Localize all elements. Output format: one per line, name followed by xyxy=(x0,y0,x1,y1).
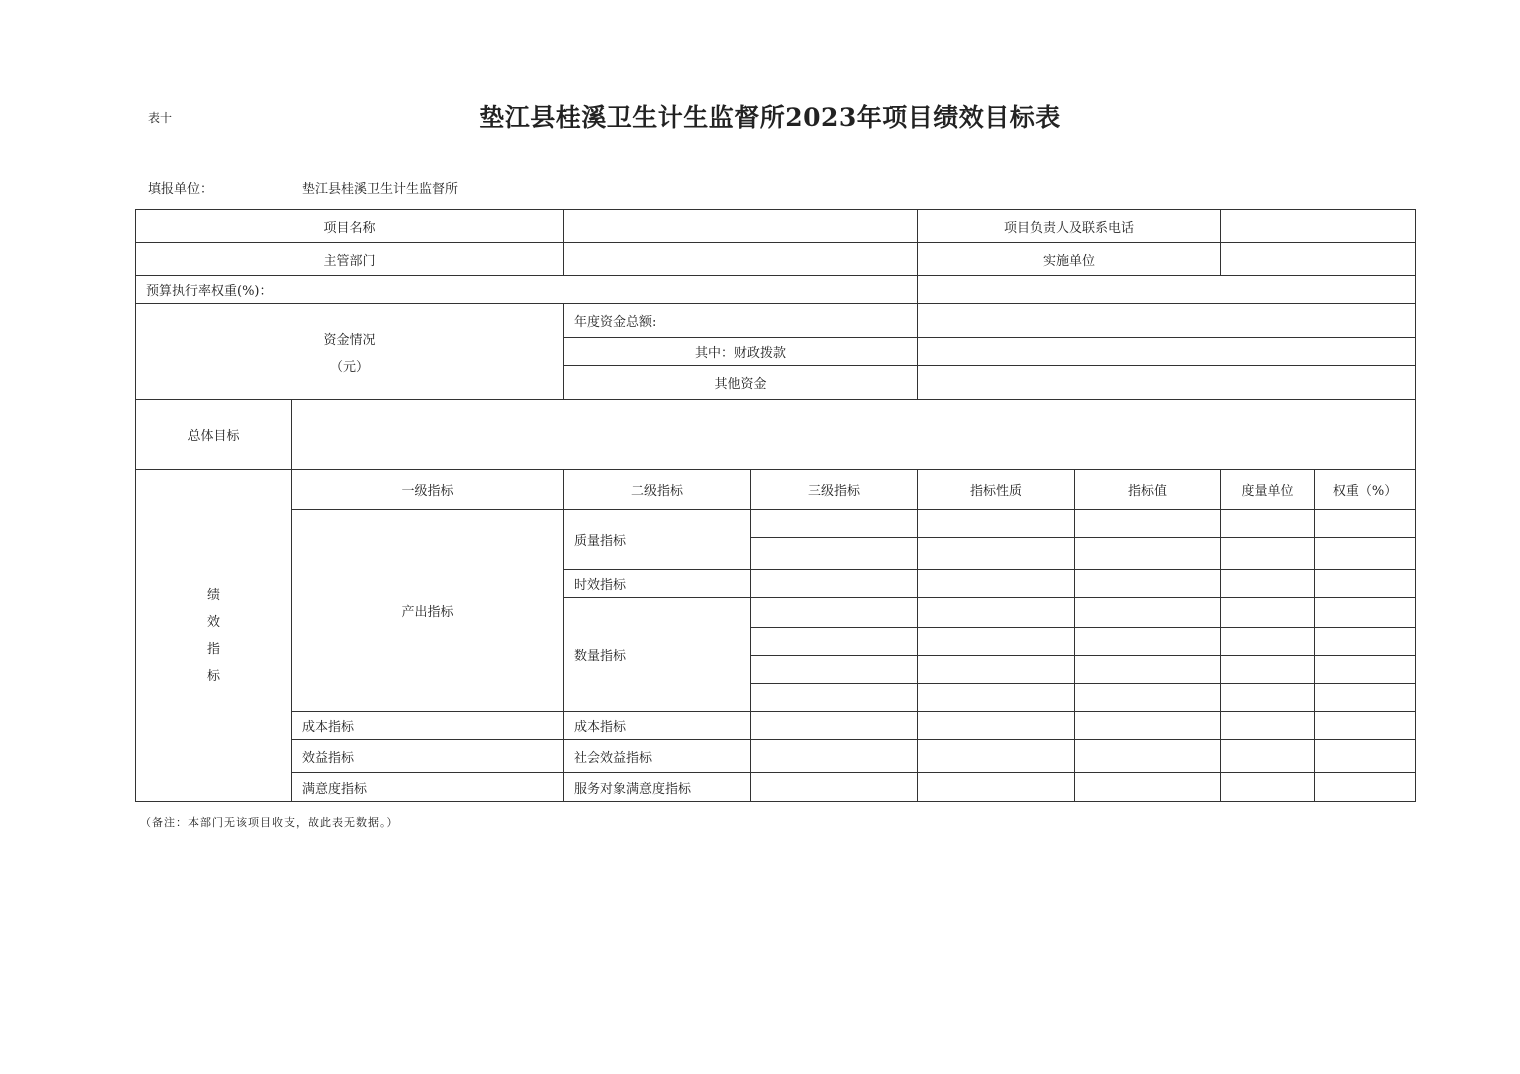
empty-cell xyxy=(1075,628,1221,656)
fill-unit-value: 垫江县桂溪卫生计生监督所 xyxy=(302,182,459,197)
table-row xyxy=(136,773,1416,802)
empty-cell xyxy=(1221,598,1315,628)
timeliness-indicator: 时效指标 xyxy=(564,570,751,598)
table-row xyxy=(136,243,1416,276)
empty-cell xyxy=(1221,538,1315,570)
empty-cell xyxy=(1221,656,1315,684)
funds-label xyxy=(136,304,564,400)
empty-cell xyxy=(918,712,1075,740)
empty-cell xyxy=(751,538,918,570)
empty-cell xyxy=(751,684,918,712)
page-title: 垫江县桂溪卫生计生监督所2023年项目绩效目标表 xyxy=(479,103,1061,132)
empty-cell xyxy=(1315,538,1416,570)
empty-cell xyxy=(1075,598,1221,628)
table-row xyxy=(136,712,1416,740)
form-number-label: 表十 xyxy=(148,111,173,125)
empty-cell xyxy=(751,773,918,802)
perf-char: 标 xyxy=(206,668,220,684)
budget-weight-label: 预算执行率权重(%)： xyxy=(136,276,918,304)
empty-cell xyxy=(918,740,1075,773)
empty-cell xyxy=(751,598,918,628)
empty-cell xyxy=(1221,712,1315,740)
empty-cell xyxy=(1315,598,1416,628)
funds-label-line2: （元） xyxy=(330,359,370,375)
fiscal-label: 其中：财政拨款 xyxy=(564,338,918,366)
fill-unit-label: 填报单位： xyxy=(148,182,214,197)
cost-indicator-l2: 成本指标 xyxy=(564,712,751,740)
empty-cell xyxy=(1315,712,1416,740)
satisfaction-indicator-l1: 满意度指标 xyxy=(292,773,564,802)
supervisor-dept-value xyxy=(564,243,918,276)
table-row xyxy=(136,400,1416,470)
empty-cell xyxy=(918,628,1075,656)
benefit-indicator-l1: 效益指标 xyxy=(292,740,564,773)
quality-indicator: 质量指标 xyxy=(564,510,751,570)
empty-cell xyxy=(1221,570,1315,598)
empty-cell xyxy=(1221,628,1315,656)
empty-cell xyxy=(918,656,1075,684)
empty-cell xyxy=(1075,538,1221,570)
annual-total-value xyxy=(918,304,1416,338)
other-funds-label: 其他资金 xyxy=(564,366,918,400)
table-row xyxy=(136,304,1416,338)
empty-cell xyxy=(751,510,918,538)
table-row xyxy=(136,276,1416,304)
table-row xyxy=(136,210,1416,243)
header-weight: 权重（%） xyxy=(1315,470,1416,510)
table-header-row xyxy=(136,470,1416,510)
project-lead-phone-value xyxy=(1221,210,1416,243)
overall-goal-value xyxy=(292,400,1416,470)
empty-cell xyxy=(1075,712,1221,740)
header-unit: 度量单位 xyxy=(1221,470,1315,510)
empty-cell xyxy=(1075,684,1221,712)
project-lead-phone-label: 项目负责人及联系电话 xyxy=(918,210,1221,243)
funds-label-line1: 资金情况 xyxy=(323,332,376,348)
empty-cell xyxy=(1075,570,1221,598)
benefit-indicator-l2: 社会效益指标 xyxy=(564,740,751,773)
header-level3: 三级指标 xyxy=(751,470,918,510)
empty-cell xyxy=(1315,656,1416,684)
empty-cell xyxy=(1075,510,1221,538)
empty-cell xyxy=(751,656,918,684)
empty-cell xyxy=(751,570,918,598)
empty-cell xyxy=(918,538,1075,570)
performance-target-table xyxy=(135,209,1416,802)
impl-unit-value xyxy=(1221,243,1416,276)
empty-cell xyxy=(1075,740,1221,773)
fiscal-value xyxy=(918,338,1416,366)
empty-cell xyxy=(1221,510,1315,538)
satisfaction-indicator-l2: 服务对象满意度指标 xyxy=(564,773,751,802)
empty-cell xyxy=(918,773,1075,802)
empty-cell xyxy=(918,570,1075,598)
empty-cell xyxy=(1315,740,1416,773)
project-name-value xyxy=(564,210,918,243)
empty-cell xyxy=(1315,510,1416,538)
empty-cell xyxy=(1221,684,1315,712)
empty-cell xyxy=(751,740,918,773)
empty-cell xyxy=(1075,773,1221,802)
empty-cell xyxy=(751,712,918,740)
supervisor-dept-label: 主管部门 xyxy=(136,243,564,276)
empty-cell xyxy=(1315,684,1416,712)
empty-cell xyxy=(1075,656,1221,684)
empty-cell xyxy=(918,510,1075,538)
impl-unit-label: 实施单位 xyxy=(918,243,1221,276)
output-indicator: 产出指标 xyxy=(292,510,564,712)
header-value: 指标值 xyxy=(1075,470,1221,510)
quantity-indicator: 数量指标 xyxy=(564,598,751,712)
perf-char: 效 xyxy=(206,614,220,630)
performance-indicator-label xyxy=(136,470,292,802)
annual-total-label: 年度资金总额: xyxy=(564,304,918,338)
empty-cell xyxy=(918,598,1075,628)
empty-cell xyxy=(918,684,1075,712)
overall-goal-label: 总体目标 xyxy=(136,400,292,470)
header-level1: 一级指标 xyxy=(292,470,564,510)
project-name-label: 项目名称 xyxy=(136,210,564,243)
empty-cell xyxy=(1315,628,1416,656)
header-level2: 二级指标 xyxy=(564,470,751,510)
empty-cell xyxy=(1221,773,1315,802)
perf-char: 绩 xyxy=(206,587,220,603)
header-nature: 指标性质 xyxy=(918,470,1075,510)
empty-cell xyxy=(1315,773,1416,802)
empty-cell xyxy=(1221,740,1315,773)
table-row xyxy=(136,510,1416,538)
budget-weight-value xyxy=(918,276,1416,304)
empty-cell xyxy=(1315,570,1416,598)
table-row xyxy=(136,740,1416,773)
cost-indicator-l1: 成本指标 xyxy=(292,712,564,740)
footnote: （备注：本部门无该项目收支，故此表无数据。） xyxy=(140,816,399,829)
empty-cell xyxy=(751,628,918,656)
perf-char: 指 xyxy=(206,641,220,657)
other-funds-value xyxy=(918,366,1416,400)
